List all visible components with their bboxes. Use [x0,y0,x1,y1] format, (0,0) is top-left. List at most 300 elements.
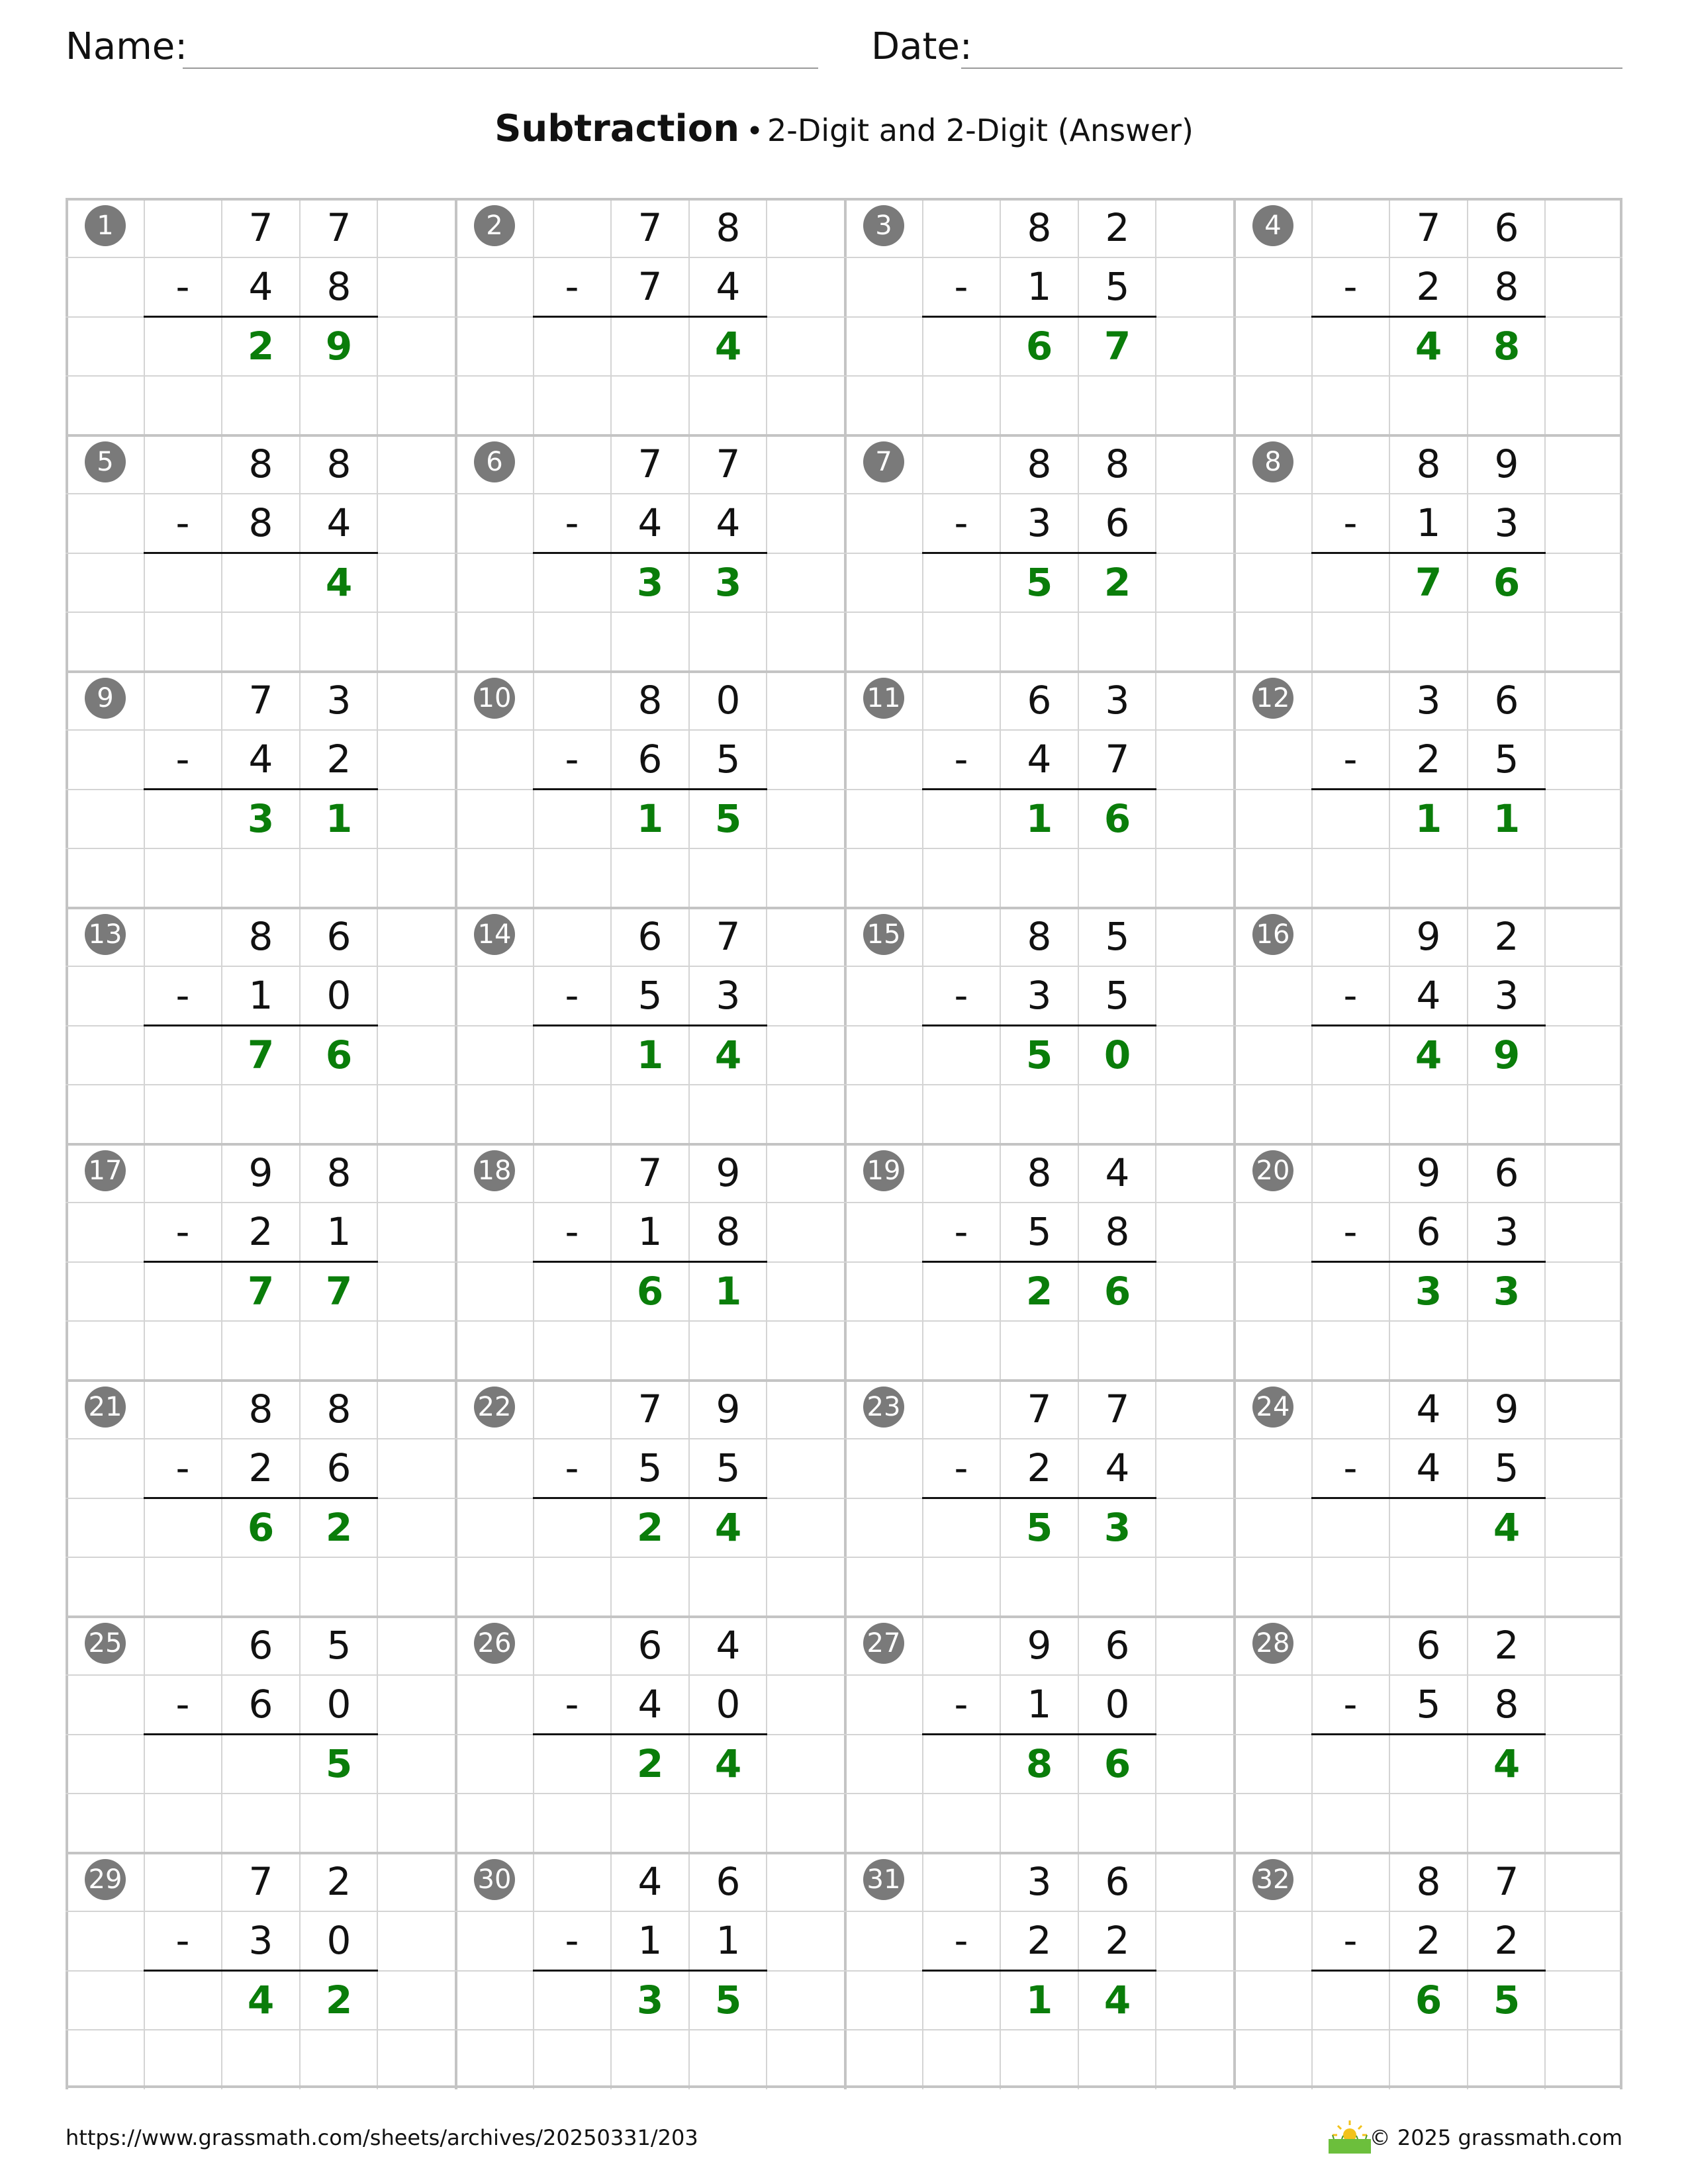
minuend-tens-digit: 7 [248,678,273,723]
answer-tens-digit [611,316,689,376]
problem-number-badge: 23 [863,1387,904,1428]
subtrahend-ones-digit: 2 [1494,1918,1519,1964]
answer-tens-digit: 4 [1415,1032,1442,1077]
answer-rule-line [1311,1261,1546,1263]
subtrahend-ones-digit: 5 [1105,973,1130,1019]
answer-tens-digit: 2 [1025,1268,1053,1314]
footer-url: https://www.grassmath.com/sheets/archives/20250331/203 [66,2125,698,2150]
subtrahend-ones-digit: 4 [1105,1445,1130,1491]
minuend-ones-digit: 5 [1105,914,1130,959]
answer-ones-digit: 1 [325,796,353,841]
problem-block [455,1615,844,1852]
problem-number-badge: 13 [85,914,126,955]
minuend-ones-digit: 2 [1105,205,1130,250]
problem-number-badge: 24 [1252,1387,1293,1428]
answer-rule-line [1311,316,1546,318]
answer-tens-digit [1389,1498,1468,1557]
answer-tens-digit: 4 [1415,323,1442,369]
minuend-tens-digit: 9 [1416,914,1441,959]
problem-block [844,670,1233,907]
answer-rule-line [1311,1024,1546,1026]
answer-rule-line [922,1497,1156,1499]
answer-rule-line [533,788,767,790]
answer-rule-line [144,1261,378,1263]
minuend-tens-digit: 9 [1416,1150,1441,1195]
answer-ones-digit: 5 [1493,1977,1521,2023]
subtrahend-tens-digit: 2 [1416,737,1441,782]
answer-tens-digit [1389,1734,1468,1794]
problem-block [844,907,1233,1143]
problem-number-badge: 8 [1252,441,1293,482]
problem-block [66,670,455,907]
answer-tens-digit: 5 [1025,559,1053,605]
answer-tens-digit: 7 [247,1268,275,1314]
answer-rule-line [922,316,1156,318]
answer-tens-digit: 6 [1415,1977,1442,2023]
answer-tens-digit: 6 [247,1504,275,1550]
minuend-tens-digit: 7 [248,205,273,250]
subtrahend-tens-digit: 7 [637,264,663,310]
answer-tens-digit: 1 [1025,796,1053,841]
minuend-ones-digit: 6 [326,914,352,959]
minuend-ones-digit: 4 [716,1623,741,1668]
answer-ones-digit: 8 [1493,323,1521,369]
answer-rule-line [533,316,767,318]
minus-sign: - [565,1209,579,1255]
answer-rule-line [1311,552,1546,554]
minuend-tens-digit: 6 [637,914,663,959]
answer-tens-digit: 3 [636,1977,664,2023]
subtrahend-ones-digit: 6 [1105,500,1130,546]
answer-tens-digit: 3 [636,559,664,605]
minuend-tens-digit: 7 [637,1150,663,1195]
minuend-ones-digit: 3 [326,678,352,723]
minuend-ones-digit: 6 [1494,205,1519,250]
answer-tens-digit: 5 [1025,1032,1053,1077]
minuend-ones-digit: 6 [1105,1859,1130,1904]
minus-sign: - [954,1445,968,1491]
title-separator: • [746,114,764,148]
minuend-tens-digit: 8 [1416,1859,1441,1904]
minus-sign: - [1343,500,1358,546]
minus-sign: - [1343,737,1358,782]
minus-sign: - [1343,1445,1358,1491]
minus-sign: - [1343,1209,1358,1255]
problem-block [1233,670,1622,907]
problem-number-badge: 25 [85,1623,126,1664]
answer-rule-line [533,1970,767,1972]
subtrahend-ones-digit: 6 [326,1445,352,1491]
problem-block [66,1379,455,1615]
answer-tens-digit: 3 [1415,1268,1442,1314]
problem-block [66,1143,455,1379]
subtrahend-ones-digit: 0 [1105,1682,1130,1727]
minuend-tens-digit: 8 [1416,441,1441,486]
answer-rule-line [922,1024,1156,1026]
answer-tens-digit: 2 [636,1504,664,1550]
subtrahend-tens-digit: 2 [1027,1445,1052,1491]
minuend-tens-digit: 8 [637,678,663,723]
answer-ones-digit: 2 [325,1504,353,1550]
subtrahend-tens-digit: 1 [637,1918,663,1964]
subtrahend-ones-digit: 5 [1494,1445,1519,1491]
subtrahend-tens-digit: 6 [248,1682,273,1727]
problem-block [455,198,844,434]
subtrahend-tens-digit: 5 [637,1445,663,1491]
page-title [0,106,1688,161]
minuend-ones-digit: 5 [326,1623,352,1668]
subtrahend-ones-digit: 7 [1105,737,1130,782]
answer-ones-digit: 0 [1103,1032,1131,1077]
problem-block [1233,907,1622,1143]
answer-ones-digit: 3 [1103,1504,1131,1550]
minus-sign: - [565,264,579,310]
answer-tens-digit [222,1734,300,1794]
subtrahend-ones-digit: 3 [716,973,741,1019]
problem-block [844,1143,1233,1379]
subtrahend-tens-digit: 8 [248,500,273,546]
minuend-ones-digit: 8 [716,205,741,250]
problem-number-badge: 6 [474,441,515,482]
title-main: Subtraction [494,107,740,150]
minus-sign: - [565,500,579,546]
minus-sign: - [175,1682,190,1727]
subtrahend-ones-digit: 3 [1494,973,1519,1019]
subtrahend-tens-digit: 6 [637,737,663,782]
minuend-tens-digit: 6 [1416,1623,1441,1668]
answer-tens-digit: 5 [1025,1504,1053,1550]
minus-sign: - [565,1445,579,1491]
minuend-ones-digit: 9 [716,1150,741,1195]
minus-sign: - [954,264,968,310]
minuend-ones-digit: 2 [1494,1623,1519,1668]
problem-number-badge: 1 [85,205,126,246]
problem-number-badge: 15 [863,914,904,955]
answer-rule-line [144,552,378,554]
answer-tens-digit: 1 [636,796,664,841]
problem-block [844,1852,1233,2088]
answer-rule-line [922,552,1156,554]
subtrahend-tens-digit: 2 [248,1209,273,1255]
problem-block [455,1379,844,1615]
problem-number-badge: 29 [85,1859,126,1900]
problem-block [66,198,455,434]
answer-rule-line [144,1970,378,1972]
answer-tens-digit: 8 [1025,1741,1053,1786]
answer-rule-line [533,1024,767,1026]
minus-sign: - [175,1918,190,1964]
answer-tens-digit: 1 [636,1032,664,1077]
minus-sign: - [175,264,190,310]
problem-number-badge: 9 [85,678,126,719]
answer-ones-digit: 5 [325,1741,353,1786]
problem-block [455,670,844,907]
problem-number-badge: 14 [474,914,515,955]
problem-number-badge: 21 [85,1387,126,1428]
subtrahend-tens-digit: 4 [1416,1445,1441,1491]
subtrahend-ones-digit: 1 [716,1918,741,1964]
subtrahend-tens-digit: 4 [248,737,273,782]
answer-tens-digit: 7 [1415,559,1442,605]
problem-number-badge: 31 [863,1859,904,1900]
name-label: Name: [66,25,188,68]
problem-block [455,1852,844,2088]
subtrahend-ones-digit: 4 [716,264,741,310]
footer-copyright: © 2025 grassmath.com [1369,2125,1622,2150]
minuend-tens-digit: 7 [637,441,663,486]
answer-ones-digit: 3 [1493,1268,1521,1314]
subtrahend-tens-digit: 1 [1416,500,1441,546]
worksheet-grid [66,198,1622,2089]
problem-number-badge: 16 [1252,914,1293,955]
minuend-tens-digit: 7 [637,1387,663,1432]
subtrahend-ones-digit: 4 [326,500,352,546]
minuend-ones-digit: 7 [1105,1387,1130,1432]
answer-ones-digit: 6 [1103,1741,1131,1786]
answer-ones-digit: 4 [1493,1741,1521,1786]
problem-block [1233,198,1622,434]
answer-ones-digit: 4 [1103,1977,1131,2023]
minuend-tens-digit: 8 [248,1387,273,1432]
minuend-ones-digit: 2 [1494,914,1519,959]
problem-number-badge: 22 [474,1387,515,1428]
minuend-tens-digit: 4 [637,1859,663,1904]
minus-sign: - [1343,1918,1358,1964]
minuend-tens-digit: 8 [1027,205,1052,250]
subtrahend-tens-digit: 1 [248,973,273,1019]
answer-ones-digit: 6 [1493,559,1521,605]
minuend-ones-digit: 9 [716,1387,741,1432]
minuend-ones-digit: 7 [1494,1859,1519,1904]
subtrahend-tens-digit: 1 [1027,1682,1052,1727]
minuend-tens-digit: 8 [1027,441,1052,486]
subtrahend-ones-digit: 8 [326,264,352,310]
minuend-tens-digit: 8 [248,441,273,486]
answer-ones-digit: 6 [325,1032,353,1077]
problem-block [66,1615,455,1852]
subtrahend-ones-digit: 5 [716,737,741,782]
answer-ones-digit: 4 [714,1032,742,1077]
problem-block [1233,1143,1622,1379]
answer-rule-line [922,1261,1156,1263]
answer-rule-line [533,1261,767,1263]
problem-number-badge: 5 [85,441,126,482]
answer-tens-digit: 2 [636,1741,664,1786]
minuend-tens-digit: 9 [1027,1623,1052,1668]
problem-number-badge: 12 [1252,678,1293,719]
answer-ones-digit: 5 [714,1977,742,2023]
problem-number-badge: 3 [863,205,904,246]
answer-ones-digit: 9 [325,323,353,369]
subtrahend-ones-digit: 2 [1105,1918,1130,1964]
answer-ones-digit: 4 [1493,1504,1521,1550]
minuend-ones-digit: 4 [1105,1150,1130,1195]
minuend-tens-digit: 3 [1416,678,1441,723]
minuend-tens-digit: 7 [637,205,663,250]
problem-block [1233,1615,1622,1852]
minus-sign: - [1343,264,1358,310]
problem-number-badge: 17 [85,1150,126,1191]
problem-number-badge: 30 [474,1859,515,1900]
minus-sign: - [175,500,190,546]
answer-tens-digit: 6 [636,1268,664,1314]
minus-sign: - [954,1209,968,1255]
answer-ones-digit: 1 [1493,796,1521,841]
subtrahend-ones-digit: 0 [326,973,352,1019]
answer-ones-digit: 2 [325,1977,353,2023]
grass-sun-logo-icon [1326,2118,1374,2155]
subtrahend-ones-digit: 3 [1494,500,1519,546]
answer-rule-line [1311,1733,1546,1735]
minuend-tens-digit: 6 [248,1623,273,1668]
subtrahend-ones-digit: 0 [326,1682,352,1727]
answer-rule-line [1311,1970,1546,1972]
minus-sign: - [565,737,579,782]
problem-number-badge: 32 [1252,1859,1293,1900]
answer-rule-line [922,788,1156,790]
minuend-tens-digit: 8 [1027,1150,1052,1195]
subtrahend-ones-digit: 8 [1494,264,1519,310]
minuend-ones-digit: 2 [326,1859,352,1904]
minus-sign: - [175,1445,190,1491]
subtrahend-tens-digit: 4 [1416,973,1441,1019]
problem-block [455,1143,844,1379]
date-field-line[interactable] [961,68,1622,69]
minus-sign: - [175,737,190,782]
minuend-ones-digit: 3 [1105,678,1130,723]
answer-ones-digit: 7 [1103,323,1131,369]
subtrahend-tens-digit: 3 [248,1918,273,1964]
minus-sign: - [1343,973,1358,1019]
minuend-ones-digit: 7 [326,205,352,250]
minus-sign: - [565,1918,579,1964]
problem-block [844,198,1233,434]
minus-sign: - [954,1682,968,1727]
problem-block [1233,1852,1622,2088]
subtrahend-tens-digit: 5 [1416,1682,1441,1727]
minus-sign: - [954,737,968,782]
minus-sign: - [565,973,579,1019]
answer-ones-digit: 4 [714,1741,742,1786]
subtrahend-tens-digit: 4 [637,1682,663,1727]
subtrahend-ones-digit: 8 [1494,1682,1519,1727]
answer-rule-line [144,316,378,318]
answer-rule-line [922,1733,1156,1735]
answer-rule-line [533,1497,767,1499]
minuend-ones-digit: 8 [326,441,352,486]
minuend-ones-digit: 6 [716,1859,741,1904]
problem-block [66,1852,455,2088]
answer-rule-line [144,788,378,790]
minuend-tens-digit: 7 [1027,1387,1052,1432]
minuend-ones-digit: 6 [1494,1150,1519,1195]
problem-block [844,1379,1233,1615]
problem-block [1233,1379,1622,1615]
minuend-tens-digit: 7 [248,1859,273,1904]
problem-block [455,434,844,670]
minuend-tens-digit: 8 [248,914,273,959]
answer-rule-line [533,552,767,554]
problem-number-badge: 18 [474,1150,515,1191]
answer-rule-line [1311,1497,1546,1499]
minus-sign: - [1343,1682,1358,1727]
problem-number-badge: 19 [863,1150,904,1191]
answer-ones-digit: 9 [1493,1032,1521,1077]
subtrahend-tens-digit: 1 [1027,264,1052,310]
subtrahend-tens-digit: 3 [1027,973,1052,1019]
subtrahend-ones-digit: 5 [1494,737,1519,782]
minuend-tens-digit: 6 [637,1623,663,1668]
answer-rule-line [1311,788,1546,790]
minuend-tens-digit: 4 [1416,1387,1441,1432]
answer-tens-digit: 3 [247,796,275,841]
problem-block [455,907,844,1143]
minuend-tens-digit: 9 [248,1150,273,1195]
answer-ones-digit: 6 [1103,1268,1131,1314]
answer-ones-digit: 3 [714,559,742,605]
subtrahend-tens-digit: 1 [637,1209,663,1255]
problem-number-badge: 10 [474,678,515,719]
answer-tens-digit: 2 [247,323,275,369]
answer-tens-digit: 4 [247,1977,275,2023]
subtrahend-tens-digit: 3 [1027,500,1052,546]
problem-number-badge: 20 [1252,1150,1293,1191]
answer-tens-digit: 1 [1415,796,1442,841]
problem-block [66,907,455,1143]
answer-rule-line [144,1024,378,1026]
answer-ones-digit: 6 [1103,796,1131,841]
answer-rule-line [144,1497,378,1499]
subtrahend-tens-digit: 5 [637,973,663,1019]
subtrahend-tens-digit: 4 [248,264,273,310]
answer-rule-line [922,1970,1156,1972]
subtrahend-ones-digit: 8 [1105,1209,1130,1255]
minus-sign: - [954,973,968,1019]
minus-sign: - [175,1209,190,1255]
name-field-line[interactable] [183,68,818,69]
minuend-ones-digit: 8 [326,1387,352,1432]
problem-number-badge: 2 [474,205,515,246]
subtrahend-ones-digit: 3 [1494,1209,1519,1255]
minus-sign: - [954,500,968,546]
title-subtitle: 2-Digit and 2-Digit (Answer) [767,113,1194,148]
minuend-tens-digit: 7 [1416,205,1441,250]
subtrahend-tens-digit: 2 [1416,1918,1441,1964]
problem-block [844,1615,1233,1852]
minus-sign: - [954,1918,968,1964]
subtrahend-ones-digit: 4 [716,500,741,546]
problem-number-badge: 26 [474,1623,515,1664]
answer-rule-line [533,1733,767,1735]
subtrahend-tens-digit: 4 [637,500,663,546]
minuend-ones-digit: 0 [716,678,741,723]
answer-tens-digit [222,553,300,612]
minuend-ones-digit: 9 [1494,1387,1519,1432]
answer-tens-digit: 1 [1025,1977,1053,2023]
minuend-tens-digit: 3 [1027,1859,1052,1904]
date-label: Date: [871,25,972,68]
subtrahend-ones-digit: 5 [716,1445,741,1491]
answer-ones-digit: 2 [1103,559,1131,605]
answer-tens-digit: 7 [247,1032,275,1077]
answer-ones-digit: 1 [714,1268,742,1314]
subtrahend-ones-digit: 2 [326,737,352,782]
subtrahend-ones-digit: 0 [716,1682,741,1727]
subtrahend-tens-digit: 5 [1027,1209,1052,1255]
answer-ones-digit: 7 [325,1268,353,1314]
minus-sign: - [175,973,190,1019]
problem-block [66,434,455,670]
